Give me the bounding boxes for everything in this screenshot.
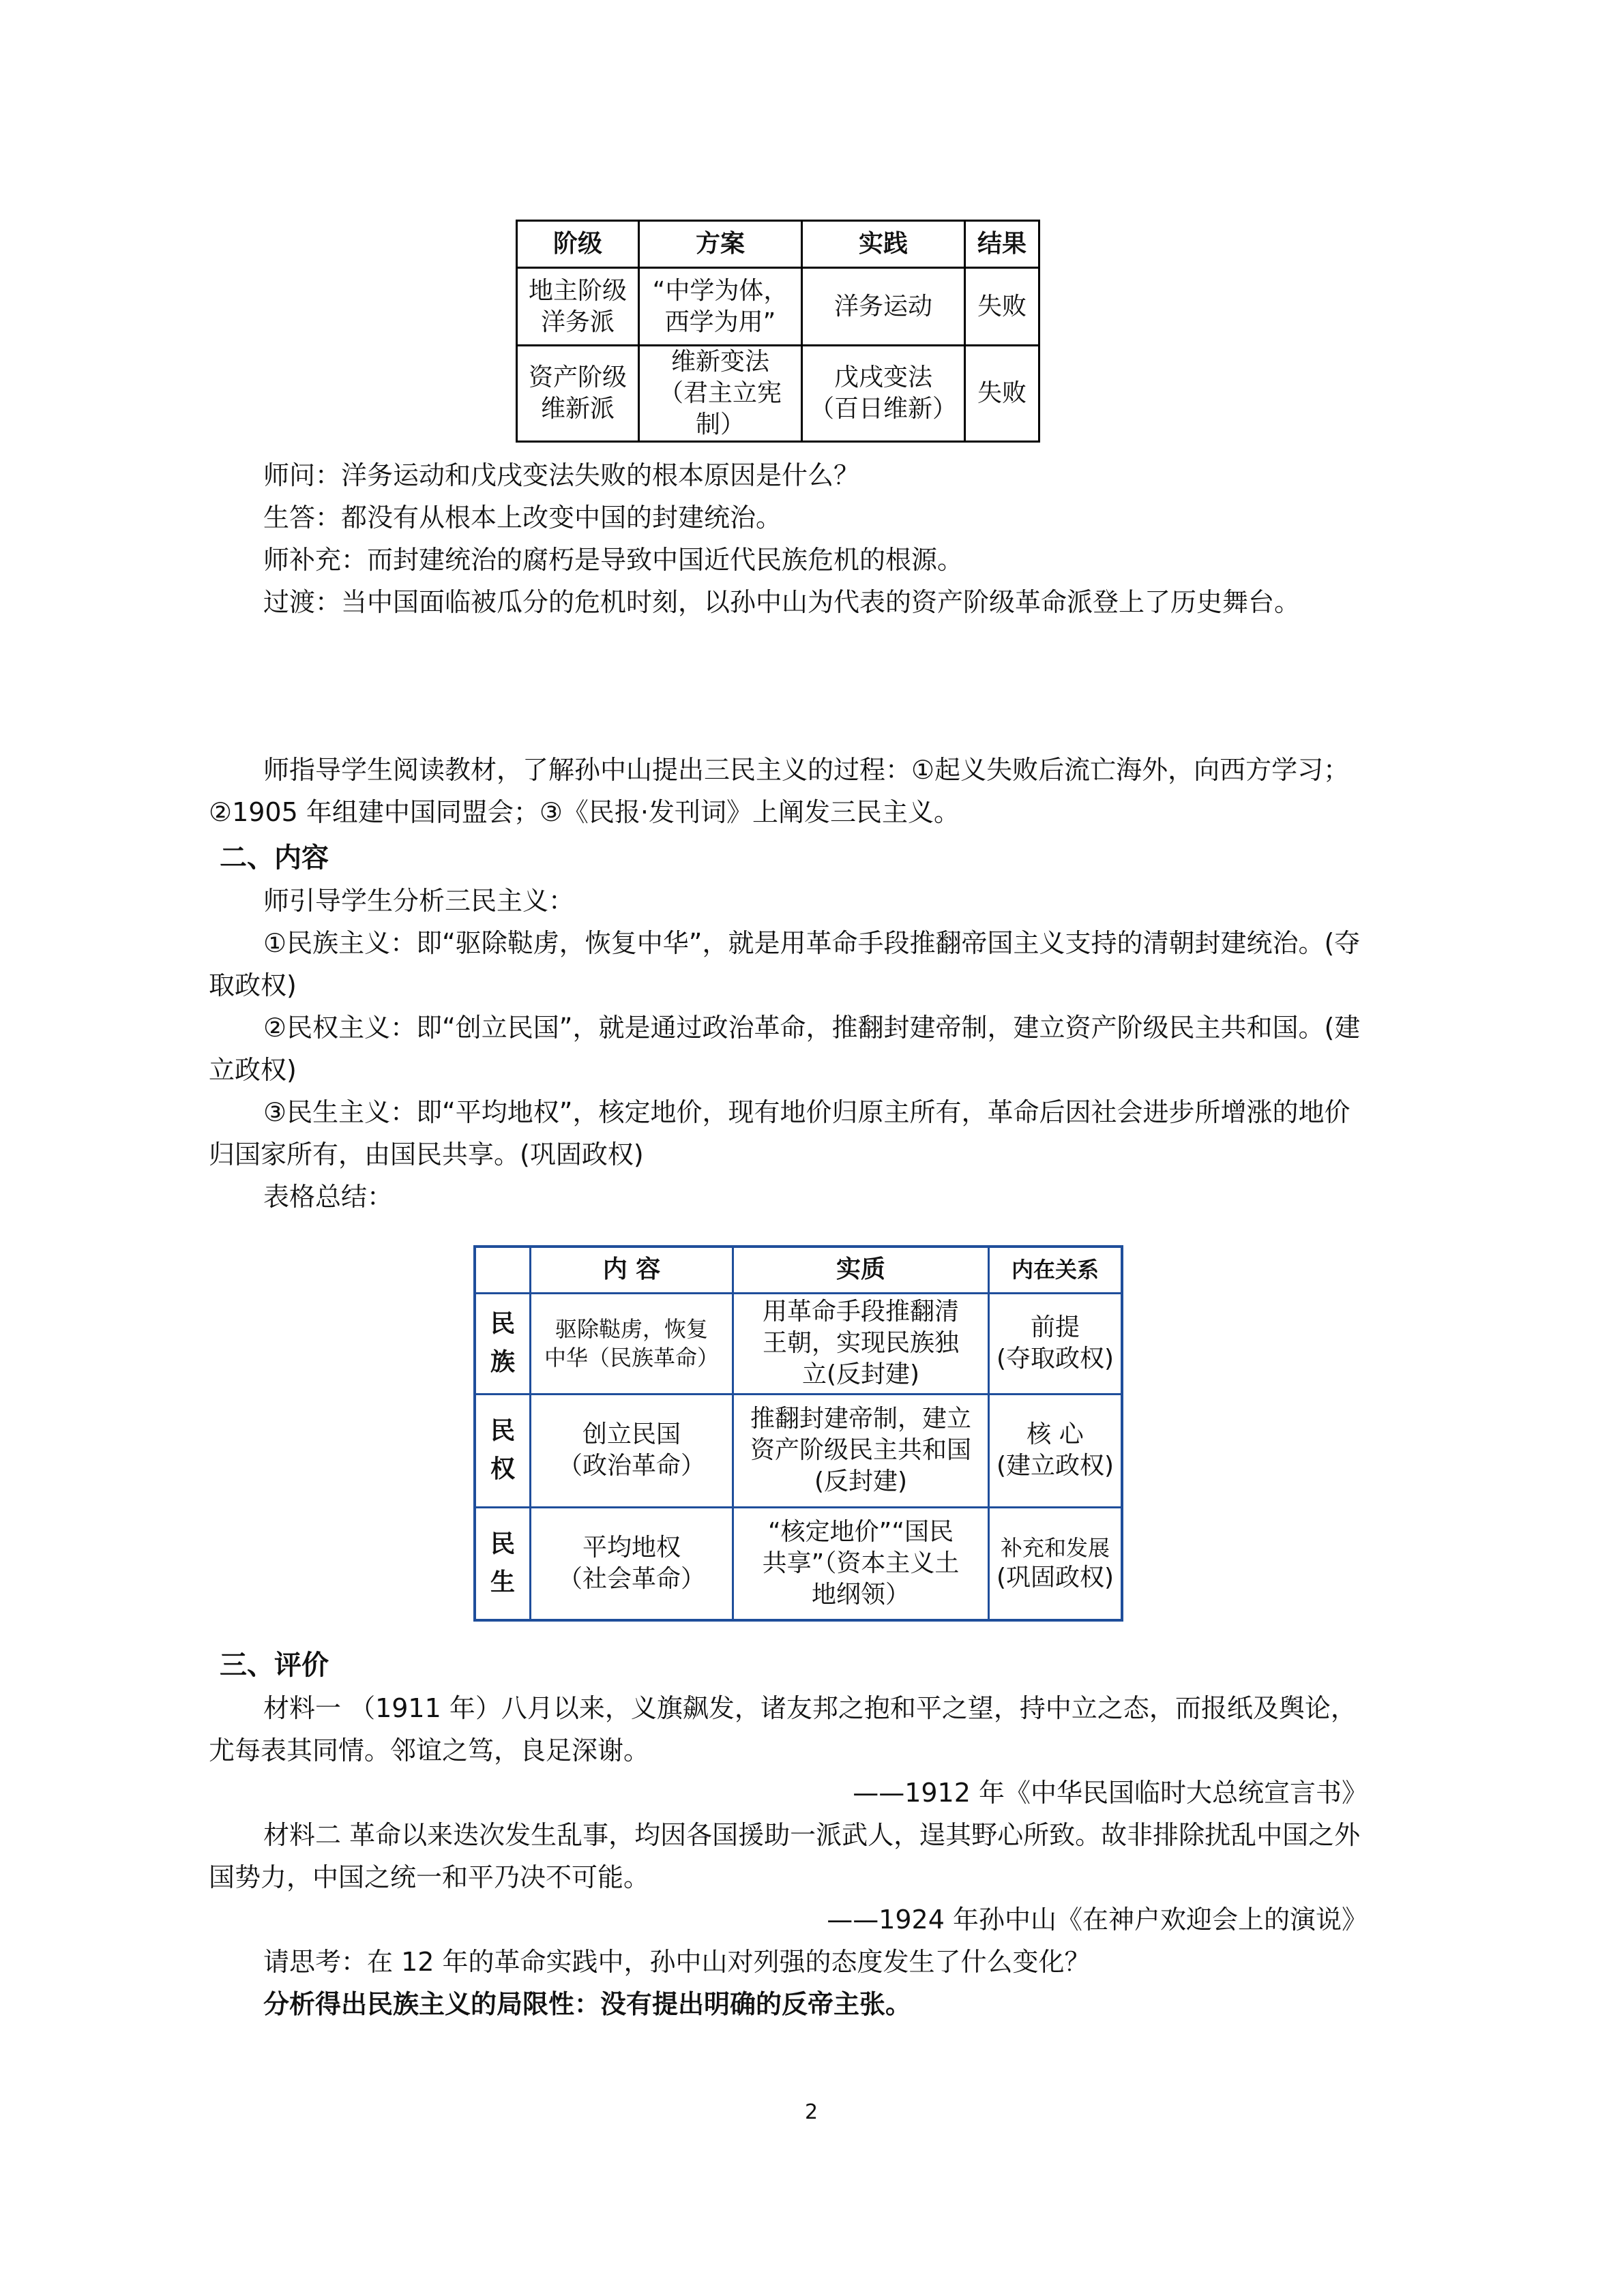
cell-line: 民	[490, 1310, 515, 1338]
material-two-source: ——1924 年孙中山《在神户欢迎会上的演说》	[827, 1905, 1368, 1935]
table-header-cell: 实质	[733, 1247, 989, 1293]
row-label-cell	[475, 1293, 531, 1394]
cell-line: （政治革命）	[557, 1452, 705, 1480]
table-cell	[639, 268, 802, 346]
table-header-cell: 结果	[965, 221, 1039, 268]
cell-line: (建立政权)	[996, 1452, 1114, 1480]
table-row	[475, 1394, 1122, 1507]
table-cell: 失败	[965, 346, 1039, 442]
cell-line: 地纲领）	[811, 1580, 910, 1609]
material-one-source: ——1912 年《中华民国临时大总统宣言书》	[853, 1778, 1368, 1808]
table-cell	[989, 1293, 1123, 1394]
teacher-supplement: 师补充：而封建统治的腐朽是导致中国近代民族危机的根源。	[263, 545, 964, 575]
cell-line: 驱除鞑虏，恢复	[555, 1316, 708, 1342]
row-label-cell	[475, 1507, 531, 1620]
cell-line: 维新变法	[670, 348, 769, 376]
page-number: 2	[805, 2100, 818, 2124]
cell-line: 平均地权	[582, 1533, 681, 1562]
cell-line: 洋务派	[540, 308, 615, 336]
cell-line: “核定地价”“国民	[768, 1517, 954, 1546]
student-answer: 生答：都没有从根本上改变中国的封建统治。	[263, 503, 782, 533]
table-cell	[517, 346, 639, 442]
cell-line: 立(反封建)	[801, 1360, 920, 1388]
cell-line: 维新派	[540, 395, 615, 423]
cell-line: （君主立宪制）	[658, 379, 782, 438]
table-cell	[531, 1293, 733, 1394]
nationalism-text: ①民族主义：即“驱除鞑虏，恢复中华”，就是用革命手段推翻帝国主义支持的清朝封建统治。(夺取政权)	[209, 928, 1361, 1000]
table-cell: 洋务运动	[802, 268, 965, 346]
cell-line: (巩固政权)	[996, 1563, 1114, 1592]
table-cell	[517, 268, 639, 346]
cell-line: “中学为体，	[652, 276, 788, 305]
table-header-cell	[475, 1247, 531, 1293]
livelihood-text: ③民生主义：即“平均地权”，核定地价，现有地价归原主所有，革命后因社会进步所增涨的地价归国家所有，由国民共享。(巩固政权)	[209, 1097, 1350, 1169]
table-row	[517, 346, 1039, 442]
table-cell: 失败	[965, 268, 1039, 346]
cell-line: 资产阶级	[528, 363, 627, 391]
table-cell	[989, 1507, 1123, 1620]
transition-text: 过渡：当中国面临被瓜分的危机时刻，以孙中山为代表的资产阶级革命派登上了历史舞台。	[263, 587, 1301, 617]
table-header-cell: 实践	[802, 221, 965, 268]
cell-line: 补充和发展	[1000, 1534, 1110, 1561]
table-header-cell: 方案	[639, 221, 802, 268]
cell-line: 前提	[1030, 1313, 1080, 1341]
table-cell	[989, 1394, 1123, 1507]
democracy-text: ②民权主义：即“创立民国”，就是通过政治革命，推翻封建帝制，建立资产阶级民主共和国。(建立政权)	[209, 1013, 1361, 1085]
cell-line: 权	[490, 1455, 515, 1483]
table-summary-label: 表格总结：	[263, 1182, 394, 1212]
cell-line: (夺取政权)	[996, 1345, 1114, 1373]
cell-line: 生	[490, 1568, 515, 1596]
cell-line: 民	[490, 1530, 515, 1558]
class-plan-table	[516, 220, 1040, 443]
table-cell	[733, 1394, 989, 1507]
reading-guide-text: 师指导学生阅读教材，了解孙中山提出三民主义的过程：①起义失败后流亡海外，向西方学习；②1905 年组建中国同盟会；③《民报·发刊词》上阐发三民主义。	[209, 755, 1350, 827]
table-row	[517, 268, 1039, 346]
section-heading-evaluation: 三、评价	[220, 1650, 329, 1681]
cell-line: 共享”（资本主义土	[762, 1549, 960, 1577]
section-intro: 师引导学生分析三民主义：	[263, 886, 575, 916]
conclusion-text: 分析得出民族主义的局限性：没有提出明确的反帝主张。	[263, 1989, 912, 2019]
table-row	[475, 1293, 1122, 1394]
cell-line: 核 心	[1027, 1420, 1084, 1448]
table-row	[475, 1507, 1122, 1620]
cell-line: 王朝，实现民族独	[762, 1329, 959, 1357]
cell-line: 中华（民族革命）	[544, 1345, 719, 1371]
think-question: 请思考：在 12 年的革命实践中，孙中山对列强的态度发生了什么变化？	[263, 1947, 1091, 1977]
cell-line: 族	[490, 1348, 515, 1376]
cell-line: 西学为用”	[664, 308, 776, 336]
table-cell	[733, 1293, 989, 1394]
cell-line: 戊戌变法	[833, 363, 932, 391]
row-label-cell	[475, 1394, 531, 1507]
cell-line: 资产阶级民主共和国	[750, 1436, 971, 1464]
table-header-row	[475, 1247, 1122, 1293]
table-cell	[531, 1394, 733, 1507]
cell-line: (反封建)	[814, 1467, 908, 1495]
table-header-row	[517, 221, 1039, 268]
table-header-cell: 内 容	[531, 1247, 733, 1293]
table-cell	[733, 1507, 989, 1620]
cell-line: 民	[490, 1417, 515, 1445]
cell-line: 地主阶级	[528, 276, 627, 305]
material-two-text: 材料二 革命以来迭次发生乱事，均因各国援助一派武人，逞其野心所致。故非排除扰乱中国之外国势力，中国之统一和平乃决不可能。	[209, 1820, 1361, 1892]
table-cell	[802, 346, 965, 442]
section-heading-content: 二、内容	[220, 842, 329, 874]
cell-line: （社会革命）	[557, 1564, 705, 1593]
table-cell	[639, 346, 802, 442]
teacher-question: 师问：洋务运动和戊戌变法失败的根本原因是什么？	[263, 460, 860, 490]
table-cell	[531, 1507, 733, 1620]
table-header-cell: 内在关系	[989, 1247, 1123, 1293]
three-principles-table	[473, 1245, 1123, 1622]
cell-line: 用革命手段推翻清	[762, 1298, 959, 1326]
cell-line: 创立民国	[582, 1420, 681, 1448]
cell-line: （百日维新）	[809, 395, 957, 423]
material-one-text: 材料一 （1911 年）八月以来，义旗飙发，诸友邦之抱和平之望，持中立之态，而报纸及舆论，尤每表其同情。邻谊之笃，良足深谢。	[209, 1693, 1357, 1765]
table-header-cell: 阶级	[517, 221, 639, 268]
cell-line: 推翻封建帝制，建立	[750, 1405, 971, 1433]
